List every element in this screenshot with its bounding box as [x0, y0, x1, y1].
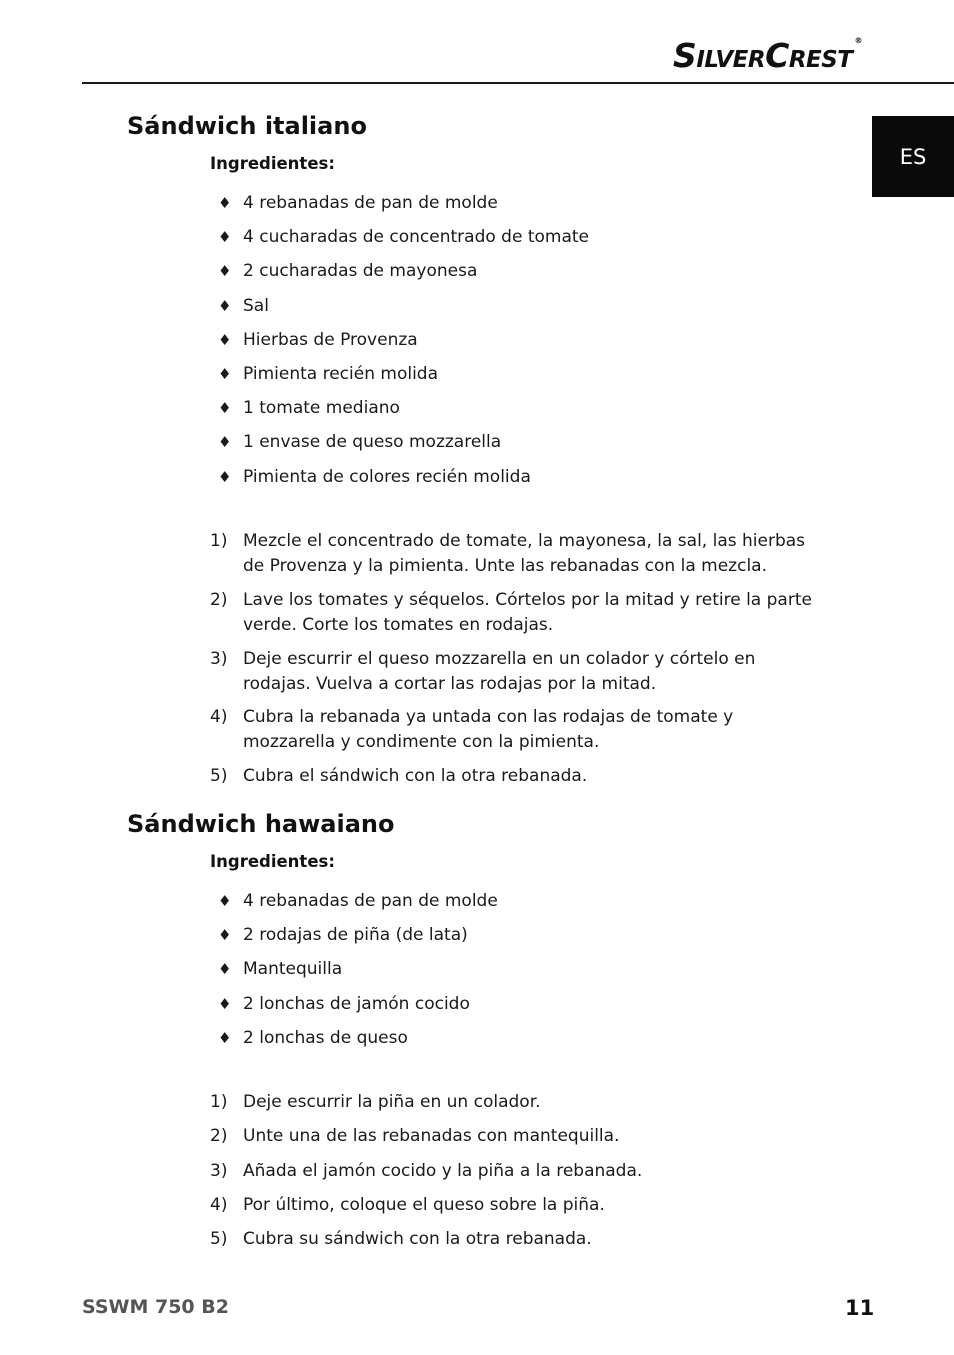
- section-title: Sándwich italiano: [127, 112, 367, 140]
- diamond-bullet-icon: ♦: [218, 262, 232, 280]
- footer-page-number: 11: [845, 1296, 875, 1320]
- brand-letters-ilver: ILVER: [696, 47, 766, 73]
- diamond-bullet-icon: ♦: [218, 365, 232, 383]
- language-tab: ES: [872, 116, 954, 197]
- ingredients-label: Ingredientes:: [210, 852, 335, 871]
- diamond-bullet-icon: ♦: [218, 468, 232, 486]
- section-title: Sándwich hawaiano: [127, 810, 395, 838]
- diamond-bullet-icon: ♦: [218, 194, 232, 212]
- diamond-bullet-icon: ♦: [218, 995, 232, 1013]
- brand-letters-rest: REST: [788, 47, 853, 73]
- brand-letter-s: S: [673, 36, 697, 75]
- diamond-bullet-icon: ♦: [218, 433, 232, 451]
- diamond-bullet-icon: ♦: [218, 1029, 232, 1047]
- header-divider: [82, 82, 954, 84]
- registered-mark: ®: [854, 36, 862, 45]
- diamond-bullet-icon: ♦: [218, 960, 232, 978]
- diamond-bullet-icon: ♦: [218, 297, 232, 315]
- diamond-bullet-icon: ♦: [218, 399, 232, 417]
- brand-letter-c: C: [765, 36, 789, 75]
- diamond-bullet-icon: ♦: [218, 892, 232, 910]
- brand-logo: [673, 36, 862, 75]
- ingredients-label: Ingredientes:: [210, 154, 335, 173]
- diamond-bullet-icon: ♦: [218, 926, 232, 944]
- diamond-bullet-icon: ♦: [218, 228, 232, 246]
- diamond-bullet-icon: ♦: [218, 331, 232, 349]
- footer-model-number: SSWM 750 B2: [82, 1296, 229, 1318]
